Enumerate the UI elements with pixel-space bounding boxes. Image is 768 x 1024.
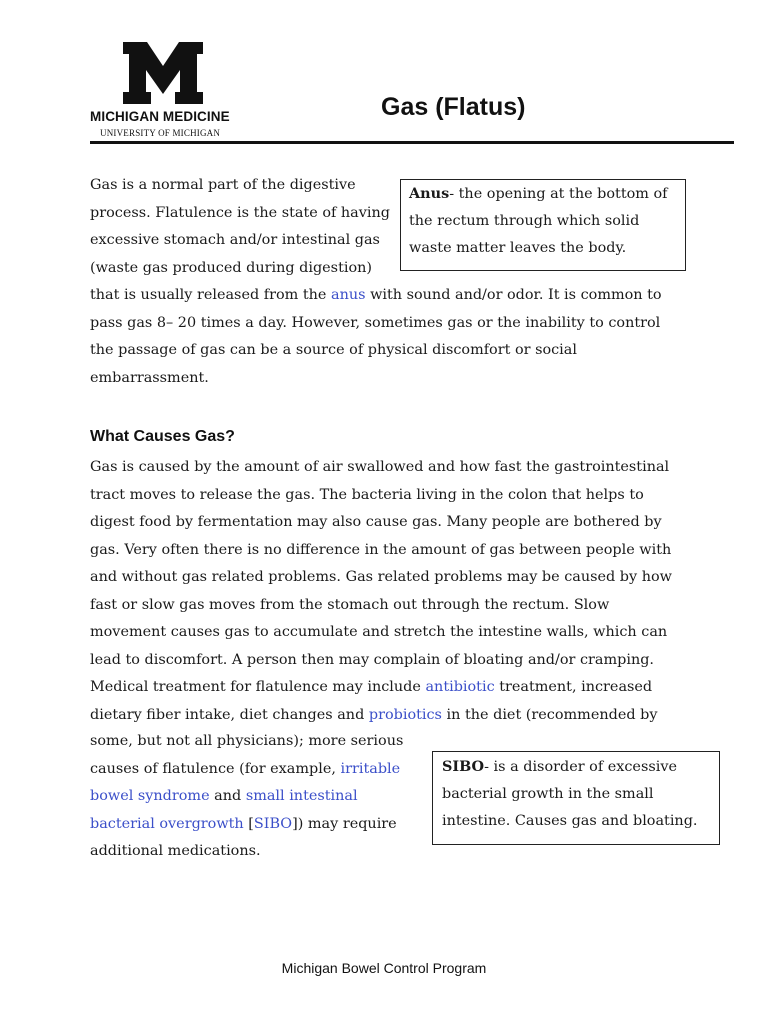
anus-definition-line-2: the rectum through which solid bbox=[409, 212, 640, 229]
sibo-term: SIBO bbox=[442, 758, 485, 775]
bacterial-overgrowth-link[interactable]: bacterial overgrowth bbox=[90, 815, 244, 832]
intro-line-5 bbox=[90, 282, 690, 310]
intro-paragraph-bottom bbox=[90, 282, 690, 392]
causes-line-11: some, but not all physicians); more serious bbox=[90, 733, 404, 749]
intro-line-1: Gas is a normal part of the digestive bbox=[90, 177, 356, 193]
sibo-definition-line-1 bbox=[442, 753, 710, 781]
bowel-syndrome-link[interactable]: bowel syndrome bbox=[90, 788, 210, 804]
causes-line-13 bbox=[90, 783, 420, 811]
anus-definition-box bbox=[400, 179, 686, 271]
header-rule bbox=[90, 141, 734, 144]
anus-definition-line-1 bbox=[409, 180, 677, 208]
intro-line-7: the passage of gas can be a source of physical discomfort or social bbox=[90, 342, 577, 358]
causes-text: dietary fiber intake, diet changes and bbox=[90, 706, 369, 723]
causes-text: Medical treatment for flatulence may include bbox=[90, 679, 426, 695]
intro-paragraph-top bbox=[90, 172, 390, 282]
causes-text: and bbox=[209, 788, 246, 804]
anus-term: Anus bbox=[409, 185, 450, 202]
probiotics-link[interactable]: probiotics bbox=[368, 706, 442, 723]
causes-line-6: fast or slow gas moves from the stomach out through the rectum. Slow bbox=[90, 596, 610, 613]
antibiotic-link[interactable]: antibiotic bbox=[425, 679, 495, 695]
block-m-icon bbox=[120, 42, 206, 104]
page-footer: Michigan Bowel Control Program bbox=[281, 960, 487, 976]
causes-line-10 bbox=[90, 702, 710, 730]
sibo-definition-box bbox=[432, 751, 720, 845]
michigan-medicine-logo bbox=[90, 42, 240, 142]
small-intestinal-link[interactable]: small intestinal bbox=[245, 788, 358, 804]
intro-line-6: pass gas 8– 20 times a day. However, sometimes gas or the inability to control bbox=[90, 314, 661, 331]
causes-text: ]) may require bbox=[292, 815, 397, 832]
anus-definition-line-3: waste matter leaves the body. bbox=[409, 240, 627, 256]
causes-line-8: lead to discomfort. A person then may complain of bloating and/or cramping. bbox=[90, 651, 655, 668]
causes-text: in the diet (recommended by bbox=[441, 706, 658, 723]
causes-line-5: and without gas related problems. Gas related problems may be caused by how bbox=[90, 569, 672, 585]
causes-line-12 bbox=[90, 756, 420, 784]
causes-line-7: movement causes gas to accumulate and stretch the intestine walls, which can bbox=[90, 624, 668, 640]
sibo-definition-line-3: intestine. Causes gas and bloating. bbox=[442, 813, 698, 829]
intro-line-8: embarrassment. bbox=[90, 369, 209, 386]
intro-text: with sound and/or odor. It is common to bbox=[365, 287, 662, 303]
intro-line-2: process. Flatulence is the state of having bbox=[90, 204, 390, 221]
logo-university: UNIVERSITY OF MICHIGAN bbox=[100, 128, 221, 138]
intro-line-3: excessive stomach and/or intestinal gas bbox=[90, 232, 380, 248]
causes-text: treatment, increased bbox=[494, 679, 653, 695]
causes-line-2: tract moves to release the gas. The bacteria living in the colon that helps to bbox=[90, 486, 644, 503]
intro-text: that is usually released from the bbox=[90, 287, 331, 303]
sibo-definition-line-2: bacterial growth in the small bbox=[442, 785, 654, 802]
causes-paragraph-wrapped bbox=[90, 728, 420, 866]
causes-text: [ bbox=[243, 815, 254, 832]
sibo-link[interactable]: SIBO bbox=[253, 815, 293, 832]
causes-line-15: additional medications. bbox=[90, 843, 261, 859]
sibo-definition-text: - is a disorder of excessive bbox=[484, 759, 677, 775]
logo-org-name: MICHIGAN MEDICINE bbox=[90, 109, 230, 124]
anus-definition-text: - the opening at the bottom of bbox=[449, 186, 668, 202]
causes-paragraph bbox=[90, 454, 710, 729]
section-heading-causes: What Causes Gas? bbox=[90, 428, 235, 445]
causes-line-1: Gas is caused by the amount of air swallowed and how fast the gastrointestinal bbox=[90, 459, 670, 475]
causes-line-4: gas. Very often there is no difference in the amount of gas between people with bbox=[90, 541, 672, 558]
anus-link[interactable]: anus bbox=[330, 287, 366, 303]
irritable-link[interactable]: irritable bbox=[340, 760, 401, 777]
page-title: Gas (Flatus) bbox=[381, 93, 526, 121]
causes-line-3: digest food by fermentation may also cause gas. Many people are bothered by bbox=[90, 514, 662, 530]
causes-text: causes of flatulence (for example, bbox=[90, 760, 341, 777]
causes-line-9 bbox=[90, 674, 710, 702]
intro-line-4: (waste gas produced during digestion) bbox=[90, 259, 372, 276]
causes-line-14 bbox=[90, 811, 420, 839]
